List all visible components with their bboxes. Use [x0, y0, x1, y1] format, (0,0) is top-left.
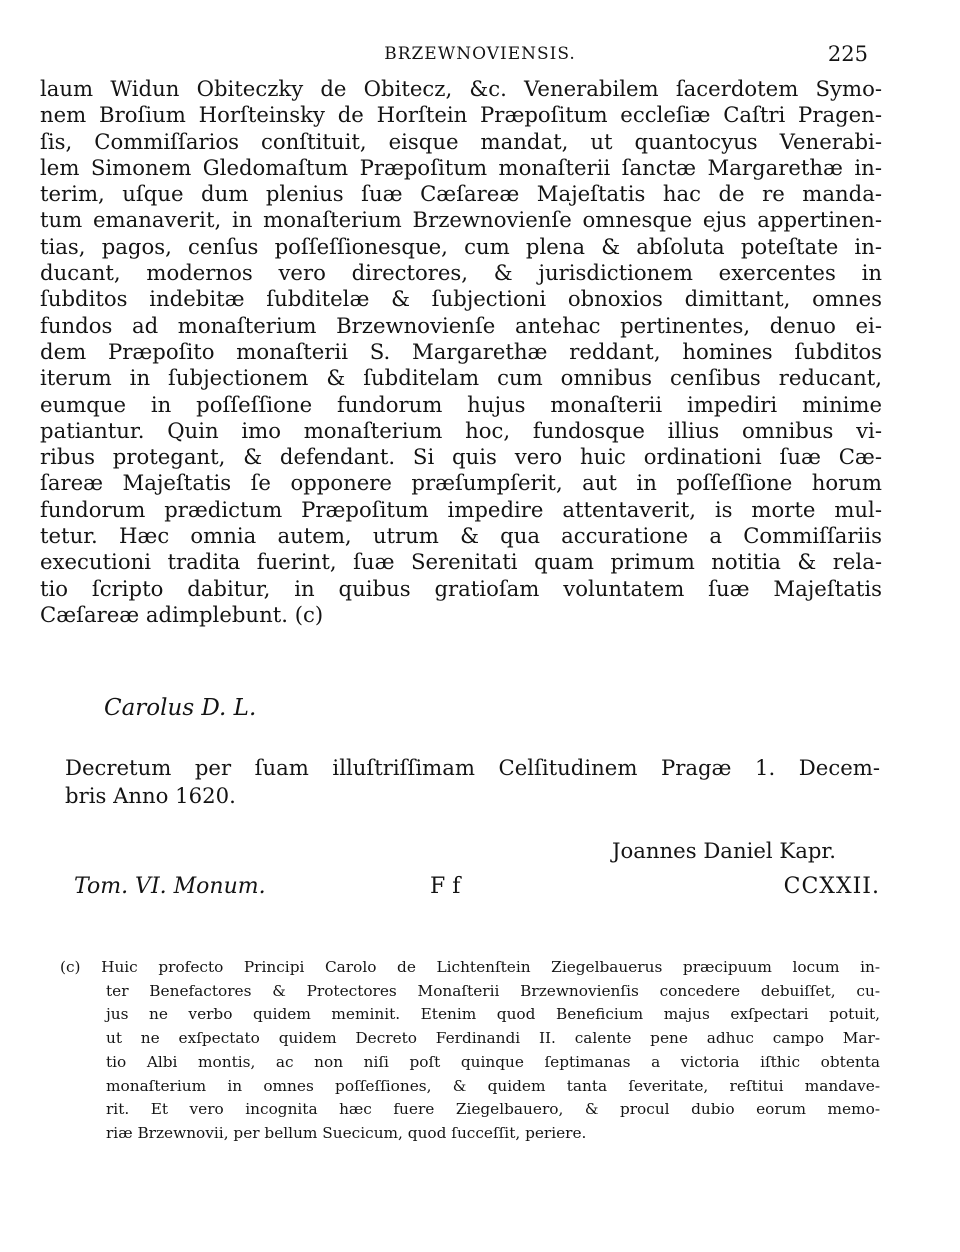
footnote-line: (c) Huic profecto Principi Carolo de Lichtenſtein Ziegelbauerus præcipuum locum in-: [60, 958, 880, 976]
body-line: eumque in poſſeſſione fundorum hujus monaſterii impediri minime: [40, 391, 882, 417]
body-line: laum Widun Obiteczky de Obitecz, &c. Venerabilem ſacerdotem Symo-: [40, 76, 882, 101]
signature-mark: F f: [430, 874, 461, 899]
running-head: BRZEWNOVIENSIS.: [384, 44, 576, 64]
decree-line: Decretum per ſuam illuſtriſſimam Celſitudinem Pragæ 1. Decem-: [65, 755, 880, 780]
footnote-line: ter Benefactores & Protectores Monaſterii Brzewnovienſis concedere debuiſſet, cu-: [106, 981, 880, 1000]
body-text: [40, 76, 882, 628]
decree-text: [65, 754, 880, 810]
signature-carolus-text: Carolus D. L.: [104, 695, 257, 721]
body-line: Cæſareæ adimplebunt. (c): [40, 601, 324, 627]
body-line: executioni tradita fuerint, ſuæ Serenitati quam primum notitia & rela-: [40, 549, 882, 575]
footnote-line: jus ne verbo quidem meminit. Etenim quod Beneficium majus exſpectari potuit,: [106, 1005, 880, 1024]
body-line: nem Broſium Horſteinsky de Horſtein Præpoſitum eccleſiæ Caſtri Pragen-: [40, 102, 882, 128]
body-line: ribus protegant, & defendant. Si quis vero huic ordinationi ſuæ Cæ-: [40, 444, 882, 470]
body-line: patiantur. Quin imo monaſterium hoc, fundosque illius omnibus vi-: [40, 417, 882, 443]
footnote: [60, 956, 880, 1146]
footnote-line: ut ne exſpectato quidem Decreto Ferdinandi II. calente pene adhuc campo Mar-: [106, 1029, 880, 1048]
body-line: ſareæ Majeſtatis ſe opponere præſumpſerit, aut in poſſeſſione horum: [40, 470, 882, 496]
signature-joannes: Joannes Daniel Kapr.: [612, 838, 836, 863]
body-line: fundorum prædictum Præpoſitum impedire attentaverit, is morte mul-: [40, 496, 882, 522]
body-line: fundos ad monaſterium Brzewnovienſe antehac pertinentes, denuo ei-: [40, 312, 882, 338]
volume-reference: Tom. VI. Monum.: [74, 874, 266, 899]
footnote-line: riæ Brzewnovii, per bellum Suecicum, quod ſucceſſit, periere.: [106, 1123, 587, 1142]
body-line: lem Simonem Gledomaſtum Præpoſitum monaſterii ſanctæ Margarethæ in-: [40, 154, 882, 180]
signature-carolus: [104, 695, 256, 721]
body-line: tio ſcripto dabitur, in quibus gratioſam voluntatem ſuæ Majeſtatis: [40, 575, 882, 601]
footnote-line: tio Albi montis, ac non niſi poſt quinque ſeptimanas a victoria iſthic obtenta: [106, 1052, 880, 1071]
body-line: tias, pagos, cenſus poſſeſſionesque, cum plena & abſoluta poteſtate in-: [40, 233, 882, 259]
page-footer: [74, 874, 880, 904]
body-line: tetur. Hæc omnia autem, utrum & qua accuratione a Commiſſariis: [40, 523, 882, 549]
body-line: ſis, Commiſſarios conſtituit, eisque mandat, ut quantocyus Venerabi-: [40, 128, 882, 154]
body-line: ſubditos indebitæ ſubditelæ & ſubjectioni obnoxios dimittant, omnes: [40, 286, 882, 312]
body-line: ducant, modernos vero directores, & jurisdictionem exercentes in: [40, 260, 882, 286]
footnote-line: monaſterium in omnes poſſeſſiones, & quidem tanta ſeveritate, reſtitui mandave-: [106, 1076, 880, 1095]
body-line: iterum in ſubjectionem & ſubditelam cum omnibus cenſibus reducant,: [40, 365, 882, 391]
body-line: dem Præpoſito monaſterii S. Margarethæ reddant, homines ſubditos: [40, 338, 882, 364]
footnote-line: rit. Et vero incognita hæc fuere Ziegelbauero, & procul dubio eorum memo-: [106, 1100, 880, 1119]
document-number: CCXXII.: [783, 874, 880, 899]
body-line: tum emanaverit, in monaſterium Brzewnovienſe omnesque ejus appertinen-: [40, 207, 882, 233]
body-line: terim, uſque dum plenius ſuæ Cæſareæ Majeſtatis hac de re manda-: [40, 181, 882, 207]
decree-line: bris Anno 1620.: [65, 783, 236, 808]
page-number: 225: [827, 42, 868, 66]
